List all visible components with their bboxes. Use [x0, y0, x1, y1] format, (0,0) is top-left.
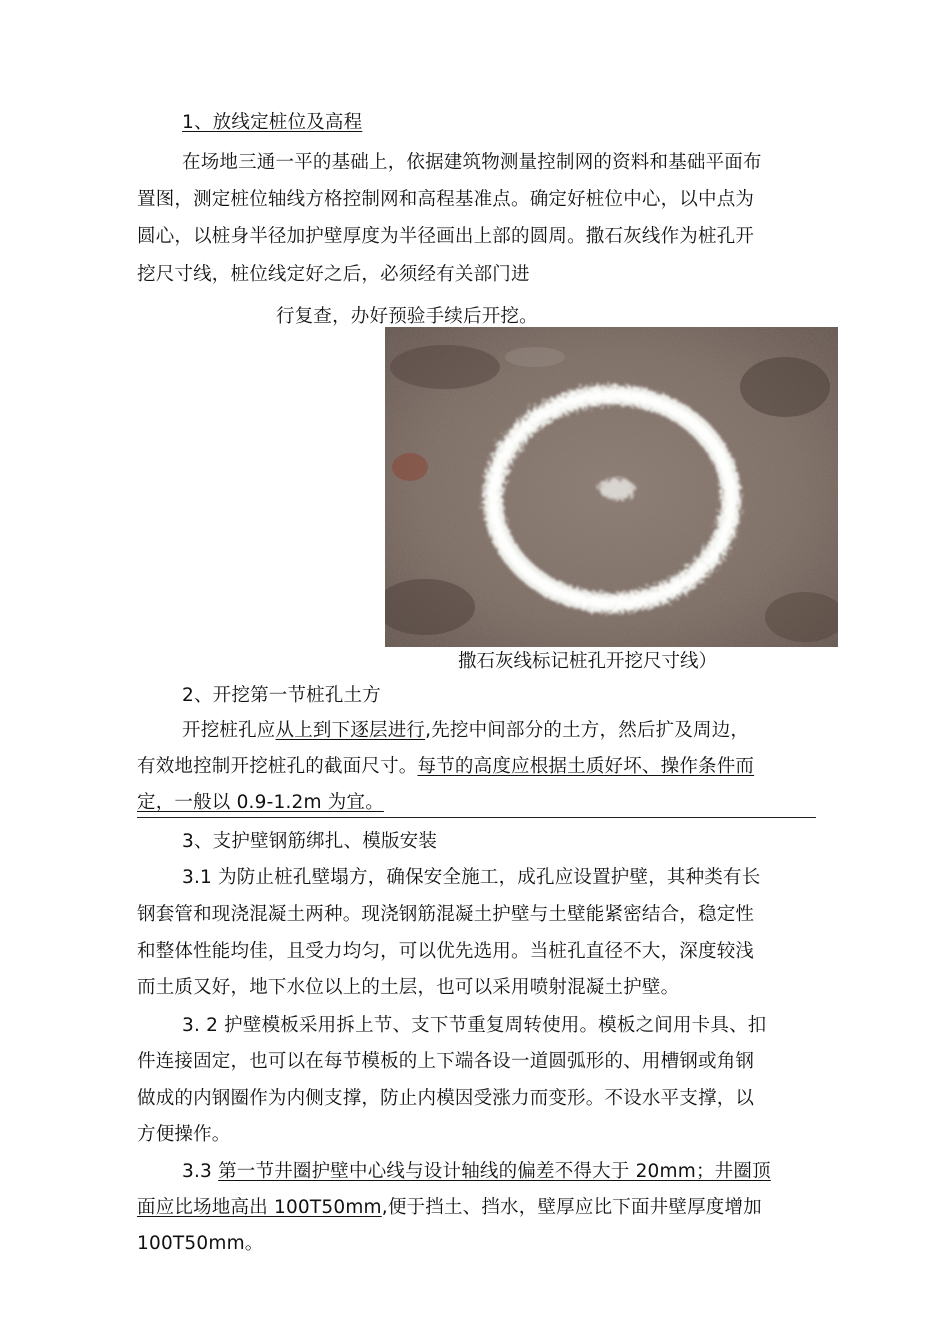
photo-caption: 撒石灰线标记桩孔开挖尺寸线） [458, 651, 718, 672]
paragraph-line: 3.3 第一节井圈护壁中心线与设计轴线的偏差不得大于 20mm；井圈顶 [182, 1161, 771, 1182]
horizontal-rule [137, 817, 816, 818]
paragraph-line: 和整体性能均佳，且受力均匀，可以优先选用。当桩孔直径不大，深度较浅 [137, 941, 755, 962]
section-2-title: 2、开挖第一节桩孔土方 [182, 685, 381, 706]
paragraph-line: 在场地三通一平的基础上，依据建筑物测量控制网的资料和基础平面布 [182, 152, 762, 173]
paragraph-line: 件连接固定，也可以在每节模板的上下端各设一道圆弧形的、用槽钢或角钢 [137, 1051, 755, 1072]
section-3-title: 3、支护壁钢筋绑扎、模版安装 [182, 831, 438, 852]
paragraph-line: 开挖桩孔应从上到下逐层进行,先挖中间部分的土方，然后扩及周边， [182, 720, 750, 741]
paragraph-line: 圆心，以桩身半径加护壁厚度为半径画出上部的圆周。撒石灰线作为桩孔开 [137, 226, 755, 247]
paragraph-line: 3. 2 护壁模板采用拆上节、支下节重复周转使用。模板之间用卡具、扣 [182, 1015, 767, 1036]
paragraph-line: 有效地控制开挖桩孔的截面尺寸。每节的高度应根据土质好坏、操作条件而 [137, 756, 755, 777]
paragraph-line: 钢套管和现浇混凝土两种。现浇钢筋混凝土护壁与土壁能紧密结合，稳定性 [137, 904, 755, 925]
paragraph-line: 挖尺寸线，桩位线定好之后，必须经有关部门进 [137, 264, 530, 285]
paragraph-line: 面应比场地高出 100T50mm,便于挡土、挡水，壁厚应比下面井壁厚度增加 [137, 1197, 762, 1218]
paragraph-line: 100T50mm。 [137, 1233, 264, 1254]
paragraph-line: 行复查，办好预验手续后开挖。 [276, 306, 538, 327]
paragraph-line: 置图，测定桩位轴线方格控制网和高程基准点。确定好桩位中心，以中点为 [137, 189, 755, 210]
paragraph-line: 而土质又好，地下水位以上的土层，也可以采用喷射混凝土护壁。 [137, 977, 680, 998]
section-1-title: 1、放线定桩位及高程 [182, 112, 363, 133]
paragraph-line: 3.1 为防止桩孔壁塌方，确保安全施工，成孔应设置护壁，其种类有长 [182, 867, 761, 888]
paragraph-line: 方便操作。 [137, 1124, 231, 1145]
paragraph-line: 定，一般以 0.9-1.2m 为宜。 [137, 792, 384, 813]
lime-circle-photo [385, 327, 838, 647]
paragraph-line: 做成的内钢圈作为内侧支撑，防止内模因受涨力而变形。不设水平支撑，以 [137, 1088, 755, 1109]
